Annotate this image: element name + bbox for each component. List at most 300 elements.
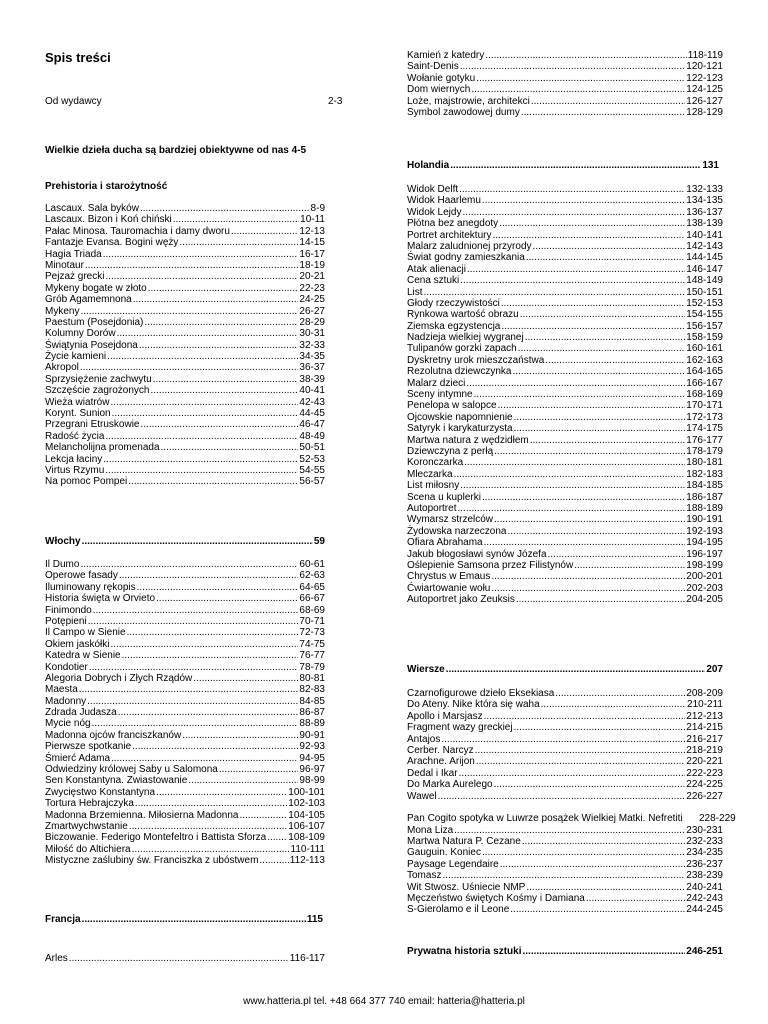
- toc-entry: [407, 802, 736, 825]
- toc-title: Il Campo w Sienie: [45, 627, 126, 639]
- toc-title: Sen Konstantyna. Zwiastowanie: [45, 775, 188, 787]
- section-page: 59: [313, 536, 325, 547]
- toc-title: Apollo i Marsjasz: [407, 710, 483, 722]
- toc-title: Fantazje Evansa. Bogini węży: [45, 237, 179, 249]
- toc-entry: [45, 605, 325, 616]
- toc-entry: [407, 343, 723, 354]
- toc-title: Dedal i Ikar: [407, 767, 458, 779]
- toc-pages: 160-161: [686, 343, 723, 355]
- toc-title: Kondotier: [45, 661, 88, 673]
- toc-entry: [407, 355, 723, 366]
- toc-title: Malarz zaludnionej przyrody: [407, 240, 532, 252]
- toc-entry: [407, 287, 723, 298]
- toc-title: Tulipanów gorzki zapach: [407, 343, 517, 355]
- toc-title: Historia święta w Orvieto: [45, 593, 156, 605]
- toc-title: Madonna ojców franciszkanów: [45, 729, 182, 741]
- toc-pages: 66-67: [299, 593, 325, 605]
- toc-entry: [45, 317, 325, 328]
- toc-entry: [45, 214, 325, 225]
- toc-title: Wawel: [407, 790, 437, 802]
- toc-title: Madonny: [45, 695, 87, 707]
- toc-entry: [407, 560, 723, 571]
- toc-entry: [45, 832, 325, 843]
- toc-entry: [407, 446, 723, 457]
- toc-title: Dom wiernych: [407, 84, 471, 96]
- toc-pages: 170-171: [686, 400, 723, 412]
- toc-pages: 70-71: [299, 615, 325, 627]
- toc-pages: 140-141: [686, 229, 723, 241]
- toc-pages: 38-39: [299, 373, 325, 385]
- toc-pages: 80-81: [299, 672, 325, 684]
- toc-entry: [45, 294, 325, 305]
- toc-title: Portret architektury: [407, 229, 492, 241]
- prehistory-heading: Prehistoria i starożytność: [45, 181, 168, 192]
- toc-title: Zmartwychwstanie: [45, 820, 128, 832]
- toc-pages: 238-239: [686, 870, 723, 882]
- toc-entry: [45, 306, 325, 317]
- toc-title: Zdrada Judasza: [45, 707, 117, 719]
- toc-pages: 48-49: [299, 430, 325, 442]
- toc-pages: 166-167: [686, 377, 723, 389]
- toc-pages: 176-177: [686, 434, 723, 446]
- toc-pages: 148-149: [686, 275, 723, 287]
- toc-pages: 72-73: [299, 627, 325, 639]
- intro-label: Od wydawcy: [45, 96, 102, 107]
- toc-title: Miłość do Altichiera: [45, 843, 131, 855]
- toc-pages: 194-195: [686, 537, 723, 549]
- toc-entry: [407, 241, 723, 252]
- toc-title: Mistyczne zaślubiny św. Franciszka z ubóstwem: [45, 855, 259, 867]
- toc-entry: [407, 73, 723, 84]
- toc-title: Lascaux. Sala byków: [45, 203, 139, 214]
- toc-entry: [407, 50, 723, 61]
- toc-pages: 150-151: [686, 286, 723, 298]
- toc-entry: [407, 84, 723, 95]
- toc-title: Radość życia: [45, 430, 105, 442]
- toc-pages: 108-109: [288, 832, 325, 844]
- toc-entry: [407, 321, 723, 332]
- toc-title: Wit Stwosz. Uśniecie NMP: [407, 881, 526, 893]
- toc-title: S-Gierolamo e il Leone: [407, 904, 510, 916]
- toc-pages: 144-145: [686, 252, 723, 264]
- toc-pages: 22-23: [299, 282, 325, 294]
- france-list-start: [45, 953, 325, 964]
- toc-title: Widok Haarlemu: [407, 195, 481, 207]
- toc-entry: [45, 465, 325, 476]
- toc-pages: 212-213: [686, 710, 723, 722]
- toc-entry: [407, 745, 723, 756]
- toc-entry: [407, 537, 723, 548]
- section-page: 207: [706, 664, 723, 675]
- motto-heading: Wielkie dzieła ducha są bardziej obiektywne od nas 4-5: [45, 145, 307, 156]
- section-page: 246-251: [686, 946, 723, 957]
- toc-pages: 44-45: [299, 408, 325, 420]
- toc-entry: [45, 810, 325, 821]
- toc-title: Ofiara Abrahama: [407, 537, 483, 549]
- section-title: Prywatna historia sztuki: [407, 946, 522, 957]
- toc-entry: [45, 696, 325, 707]
- toc-entry: [45, 385, 325, 396]
- toc-pages: 52-53: [299, 453, 325, 465]
- toc-pages: 36-37: [299, 362, 325, 374]
- toc-title: Mona Liza: [407, 824, 454, 836]
- toc-entry: [407, 400, 723, 411]
- toc-pages: 234-235: [686, 847, 723, 859]
- toc-entry: [45, 476, 325, 487]
- toc-entry: [45, 374, 325, 385]
- toc-title: Świątynia Posejdona: [45, 339, 138, 351]
- page-title: Spis treści: [45, 50, 111, 65]
- toc-pages: 240-241: [686, 881, 723, 893]
- toc-pages: 224-225: [686, 779, 723, 791]
- toc-entry: [407, 184, 723, 195]
- toc-pages: 42-43: [299, 396, 325, 408]
- toc-pages: 220-221: [686, 756, 723, 768]
- toc-entry: [45, 798, 325, 809]
- toc-title: Przegrani Etruskowie: [45, 419, 140, 431]
- toc-title: Chrystus w Emaus: [407, 571, 491, 583]
- toc-pages: 98-99: [299, 775, 325, 787]
- toc-title: Cena sztuki: [407, 275, 460, 287]
- toc-pages: 172-173: [686, 411, 723, 423]
- toc-pages: 134-135: [686, 195, 723, 207]
- toc-entry: [407, 859, 723, 870]
- toc-title: Potępieni: [45, 615, 87, 627]
- toc-title: Płótna bez anegdoty: [407, 218, 499, 230]
- toc-entry: [45, 730, 325, 741]
- section-page: 115: [306, 914, 323, 925]
- toc-pages: 126-127: [686, 95, 723, 107]
- toc-pages: 218-219: [686, 744, 723, 756]
- toc-title: Kolumny Dorów: [45, 328, 116, 340]
- toc-pages: 104-105: [288, 809, 325, 821]
- toc-title: Iluminowany rękopis: [45, 581, 136, 593]
- toc-pages: 184-185: [686, 480, 723, 492]
- toc-title: Rezolutna dziewczynka: [407, 366, 512, 378]
- toc-title: Maesta: [45, 684, 78, 696]
- toc-pages: 154-155: [686, 309, 723, 321]
- section-title: Włochy: [45, 536, 81, 547]
- toc-pages: 200-201: [686, 571, 723, 583]
- toc-title: Koronczarka: [407, 457, 464, 469]
- toc-entry: [407, 722, 723, 733]
- toc-pages: 68-69: [299, 604, 325, 616]
- toc-title: Sceny intymne: [407, 389, 473, 401]
- toc-pages: 62-63: [299, 570, 325, 582]
- toc-pages: 132-133: [686, 184, 723, 195]
- toc-pages: 174-175: [686, 423, 723, 435]
- toc-title: Fragment wazy greckiej: [407, 722, 513, 734]
- toc-entry: [45, 559, 325, 570]
- toc-title: Kamień z katedry: [407, 50, 485, 61]
- toc-pages: 12-13: [299, 225, 325, 237]
- toc-entry: [407, 825, 723, 836]
- toc-pages: 146-147: [686, 263, 723, 275]
- toc-title: Loże, majstrowie, architekci: [407, 95, 530, 107]
- toc-entry: [407, 514, 723, 525]
- toc-pages: 16-17: [299, 248, 325, 260]
- toc-pages: 76-77: [299, 650, 325, 662]
- toc-title: Odwiedziny królowej Saby u Salomona: [45, 764, 218, 776]
- toc-entry: [45, 454, 325, 465]
- toc-entry: [407, 207, 723, 218]
- toc-entry: [407, 699, 723, 710]
- poems-list: [407, 688, 736, 916]
- toc-title: List miłosny: [407, 480, 460, 492]
- toc-title: Jakub błogosławi synów Józefa: [407, 548, 547, 560]
- toc-title: Nadzieja wielkiej wygranej: [407, 332, 524, 344]
- toc-entry: [45, 260, 325, 271]
- france-list: [407, 50, 723, 118]
- toc-entry: [407, 480, 723, 491]
- toc-pages: 142-143: [686, 240, 723, 252]
- toc-title: Czarnofigurowe dzieło Eksekiasa: [407, 688, 555, 699]
- toc-entry: [407, 195, 723, 206]
- toc-pages: 168-169: [686, 389, 723, 401]
- toc-pages: 30-31: [299, 328, 325, 340]
- toc-title: Virtus Rzymu: [45, 464, 105, 476]
- toc-title: Na pomoc Pompei: [45, 476, 128, 488]
- toc-title: Antajos: [407, 733, 441, 745]
- toc-pages: 92-93: [299, 741, 325, 753]
- toc-title: Penelopa w salopce: [407, 400, 497, 412]
- toc-title: Satyryk i karykaturzysta: [407, 423, 513, 435]
- toc-entry: [407, 435, 723, 446]
- toc-title: Życie kamieni: [45, 351, 107, 363]
- toc-entry: [407, 882, 723, 893]
- toc-entry: [45, 419, 325, 430]
- toc-title: Widok Delft: [407, 184, 459, 195]
- toc-title: Dyskretny urok mieszczaństwa: [407, 354, 545, 366]
- toc-title: Minotaur: [45, 259, 84, 271]
- toc-entry: [407, 583, 723, 594]
- toc-title: Dziewczyna z perłą: [407, 445, 494, 457]
- toc-pages: 186-187: [686, 491, 723, 503]
- toc-pages: 188-189: [686, 502, 723, 514]
- toc-pages: 210-211: [687, 699, 723, 711]
- toc-entry: [407, 218, 723, 229]
- toc-entry: [407, 264, 723, 275]
- toc-pages: 180-181: [686, 457, 723, 469]
- toc-entry: [407, 309, 723, 320]
- toc-title: Pan Cogito spotyka w Luwrze posążek Wielkiej Matki. Nefretiti: [407, 813, 683, 825]
- toc-title: Do Ateny. Nike która się waha: [407, 699, 540, 711]
- toc-title: Wieża wiatrów: [45, 396, 110, 408]
- toc-entry: [45, 718, 325, 729]
- toc-pages: 20-21: [299, 271, 325, 283]
- toc-title: Hagia Triada: [45, 248, 102, 260]
- toc-pages: 8-9: [310, 203, 325, 214]
- toc-pages: 216-217: [686, 733, 723, 745]
- toc-title: Szczęście zagrożonych: [45, 385, 150, 397]
- toc-entry: [407, 96, 723, 107]
- toc-entry: [45, 616, 325, 627]
- toc-pages: 112-113: [289, 855, 325, 867]
- toc-entry: [45, 570, 325, 581]
- toc-entry: [45, 593, 325, 604]
- toc-entry: [45, 639, 325, 650]
- toc-pages: 138-139: [686, 218, 723, 230]
- toc-pages: 122-123: [686, 72, 723, 84]
- toc-title: Zwycięstwo Konstantyna: [45, 786, 156, 798]
- toc-pages: 156-157: [686, 320, 723, 332]
- toc-entry: [45, 775, 325, 786]
- toc-title: Katedra w Sienie: [45, 650, 121, 662]
- toc-pages: 96-97: [299, 764, 325, 776]
- footer-contact: www.hatteria.pl tel. +48 664 377 740 email: hatteria@hatteria.pl: [243, 996, 525, 1007]
- toc-entry: [407, 688, 723, 699]
- toc-pages: 214-215: [686, 722, 723, 734]
- toc-entry: [45, 741, 325, 752]
- toc-title: Mykeny bogate w złoto: [45, 282, 147, 294]
- toc-entry: [407, 904, 723, 915]
- toc-pages: 192-193: [686, 525, 723, 537]
- toc-title: Widok Lejdy: [407, 206, 462, 218]
- toc-title: Do Marka Aurelego: [407, 779, 493, 791]
- toc-title: Wołanie gotyku: [407, 72, 476, 84]
- toc-pages: 82-83: [299, 684, 325, 696]
- toc-pages: 244-245: [686, 904, 723, 916]
- toc-entry: [45, 397, 325, 408]
- toc-entry: [407, 836, 723, 847]
- toc-title: Alegoria Dobrych i Złych Rządów: [45, 672, 193, 684]
- toc-entry: [45, 431, 325, 442]
- toc-title: Malarz dzieci: [407, 377, 466, 389]
- toc-entry: [45, 787, 325, 798]
- toc-entry: [407, 412, 723, 423]
- toc-pages: 28-29: [299, 316, 325, 328]
- toc-title: Pałac Minosa. Tauromachia i damy dworu: [45, 225, 230, 237]
- toc-title: Lascaux. Bizon i Koń chiński: [45, 214, 172, 226]
- toc-title: Saint-Denis: [407, 61, 459, 73]
- toc-entry: [407, 779, 723, 790]
- toc-pages: 64-65: [299, 581, 325, 593]
- toc-pages: 222-223: [686, 767, 723, 779]
- toc-entry: [407, 230, 723, 241]
- toc-pages: 232-233: [686, 836, 723, 848]
- toc-title: Il Dumo: [45, 559, 80, 570]
- toc-title: Mykeny: [45, 305, 80, 317]
- toc-title: Ćwiartowanie wołu: [407, 582, 491, 594]
- toc-pages: 54-55: [299, 464, 325, 476]
- toc-pages: 88-89: [299, 718, 325, 730]
- toc-pages: 118-119: [687, 50, 723, 61]
- toc-title: Męczeństwo świętych Kośmy i Damiana: [407, 893, 585, 905]
- toc-entry: [45, 328, 325, 339]
- toc-entry: [407, 893, 723, 904]
- toc-pages: 162-163: [686, 354, 723, 366]
- toc-entry: [45, 627, 325, 638]
- toc-pages: 110-111: [290, 843, 325, 855]
- toc-entry: [45, 408, 325, 419]
- toc-title: Melancholijna promenada: [45, 442, 160, 454]
- toc-title: Świat godny zamieszkania: [407, 252, 525, 264]
- toc-pages: 60-61: [299, 559, 325, 570]
- toc-pages: 102-103: [288, 798, 325, 810]
- toc-entry: [407, 549, 723, 560]
- toc-entry: [45, 351, 325, 362]
- toc-title: Grób Agamemnona: [45, 294, 132, 306]
- toc-entry: [407, 594, 723, 605]
- toc-entry: [45, 764, 325, 775]
- toc-entry: [407, 378, 723, 389]
- toc-pages: 236-237: [686, 858, 723, 870]
- toc-pages: 56-57: [299, 476, 325, 488]
- toc-pages: 202-203: [686, 582, 723, 594]
- toc-entry: [407, 847, 723, 858]
- toc-entry: [45, 673, 325, 684]
- toc-title: Pejzaż grecki: [45, 271, 105, 283]
- toc-entry: [407, 571, 723, 582]
- toc-entry: [45, 844, 325, 855]
- toc-pages: 18-19: [299, 259, 325, 271]
- holland-heading: [407, 160, 719, 171]
- holland-list: [407, 184, 723, 605]
- toc-pages: 106-107: [288, 820, 325, 832]
- toc-pages: 196-197: [686, 548, 723, 560]
- toc-entry: [407, 756, 723, 767]
- toc-pages: 10-11: [300, 214, 325, 226]
- toc-entry: [45, 203, 325, 214]
- toc-pages: 32-33: [299, 339, 325, 351]
- toc-pages: 190-191: [686, 514, 723, 526]
- section-title: Francja: [45, 914, 81, 925]
- toc-entry: [407, 275, 723, 286]
- toc-title: Wymarsz strzelców: [407, 514, 494, 526]
- toc-entry: [45, 684, 325, 695]
- toc-title: Scena u kuplerki: [407, 491, 481, 503]
- toc-entry: [407, 457, 723, 468]
- toc-pages: 208-209: [686, 688, 723, 699]
- toc-entry: [407, 503, 723, 514]
- toc-pages: 178-179: [686, 445, 723, 457]
- toc-entry: [45, 650, 325, 661]
- toc-entry: [407, 366, 723, 377]
- section-page: 131: [702, 160, 719, 171]
- toc-title: Paysage Legendaire: [407, 858, 499, 870]
- toc-title: Śmierć Adama: [45, 752, 111, 764]
- toc-entry: [407, 768, 723, 779]
- section-title: Holandia: [407, 160, 450, 171]
- toc-pages: 14-15: [299, 237, 325, 249]
- toc-pages: 124-125: [686, 84, 723, 96]
- toc-title: Madonna Brzemienna. Miłosierna Madonna: [45, 809, 239, 821]
- toc-entry: [407, 252, 723, 263]
- toc-title: Ziemska egzystencja: [407, 320, 501, 332]
- toc-pages: 136-137: [686, 206, 723, 218]
- toc-pages: 94-95: [299, 752, 325, 764]
- toc-pages: 228-229: [699, 813, 736, 825]
- toc-entry: [45, 340, 325, 351]
- toc-entry: [407, 469, 723, 480]
- toc-title: Symbol zawodowej dumy: [407, 106, 520, 118]
- poems-heading: [407, 664, 723, 675]
- toc-title: Pierwsze spotkanie: [45, 741, 132, 753]
- toc-entry: [45, 362, 325, 373]
- toc-title: Autoportret jako Zeuksis: [407, 594, 515, 606]
- toc-entry: [45, 707, 325, 718]
- toc-title: Biczowanie. Federigo Montefeltro i Battista Sforza: [45, 832, 267, 844]
- section-title: Wiersze: [407, 664, 445, 675]
- toc-pages: 84-85: [299, 695, 325, 707]
- toc-pages: 74-75: [299, 638, 325, 650]
- toc-entry: [45, 226, 325, 237]
- italy-list: [45, 559, 325, 867]
- toc-title: Akropol: [45, 362, 79, 374]
- toc-entry: [45, 821, 325, 832]
- toc-pages: 226-227: [686, 790, 723, 802]
- toc-pages: 164-165: [686, 366, 723, 378]
